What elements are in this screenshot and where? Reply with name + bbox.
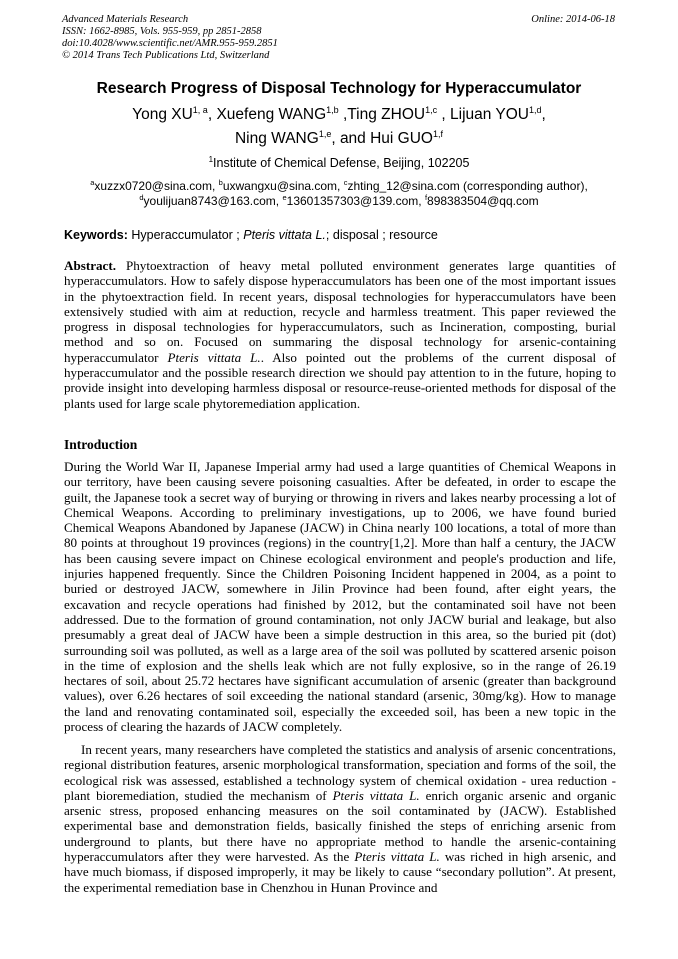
email-f[interactable]: 898383504@qq.com bbox=[427, 194, 539, 208]
email-a[interactable]: xuzzx0720@sina.com, bbox=[94, 179, 219, 193]
abstract-species: Pteris vittata L. bbox=[167, 349, 261, 365]
email-superscript: a bbox=[90, 178, 95, 187]
email-c[interactable]: zhting_12@sina.com (corresponding author), bbox=[347, 179, 588, 193]
keywords-text: ; disposal ; resource bbox=[325, 228, 438, 242]
keywords-label: Keywords: bbox=[64, 228, 128, 242]
author-list bbox=[60, 103, 618, 151]
author-separator: , bbox=[437, 106, 451, 123]
email-superscript: f bbox=[424, 193, 428, 202]
author-superscript: 1, a bbox=[192, 105, 208, 115]
section-heading-introduction: Introduction bbox=[64, 437, 138, 452]
abstract-text: Phytoextraction of heavy metal polluted environment generates large quantities of hyperaccumulators. How to safely dispose hyperaccumulators has been one of the most important issues in the phytoextraction field. In recent years, disposal technologies for hyperaccumulators have been extensively studied with aim at reduction, recycle and harmless treatment. This paper reviewed the progress in disposal technologies for hyperaccumulators, such as Incineration, composting, burial method and so on. Focused on summaring the disposal technology for arsenic-containing hyperaccumulator bbox=[64, 258, 616, 365]
email-d[interactable]: youlijuan8743@163.com, bbox=[143, 194, 283, 208]
author-name: Lijuan YOU bbox=[450, 106, 529, 123]
copyright-line: © 2014 Trans Tech Publications Ltd, Switzerland bbox=[62, 50, 270, 61]
keywords bbox=[64, 228, 616, 242]
email-list bbox=[40, 179, 638, 209]
intro-paragraph-1: During the World War II, Japanese Imperial army had used a large quantities of Chemical Weapons in our territory, have been causing severe poisoning casualties. After be defeated, in order to escape the guilt, the Japanese took a secret way of burying or throwing in rivers and lakes nearby processing a lot of Chemical Weapons. According to preliminary investigations, up to 2006, we have found buried Chemical Weapons Abandoned by Japanese (JACW) in China nearly 100 locations, a total of more than 80 points at throughout 19 provinces (regions) in the country[1,2]. More than half a century, the JACW has been causing severe impact on Chinese ecological environment and people's production and life, injuries happened frequently. Since the Children Poisoning Incident happened in 2004, as a point to buried or destroyed JACW, somewhere in Jilin Province had been found, after eight years, the excavation and recycle operations had finished by 2012, but the contaminated soil have not been addressed. Due to the formation of ground contamination, not only JACW burial and leakage, but also presumably a great deal of JACW have been a simple destruction in this area, so the buried pit (dot) surrounding soil was polluted, as well as a large area of the soil was polluted by scattered arsenic poison in the time of explosion and the shells leak which are not fully explosive, so in the range of 26.19 hectares of soil, about 25.72 hectares have significant accumulation of arsenic (greater than background values), over 6.26 hectares of soil exceeding the national standard (arsenic, 30mg/kg). How to manage the land and renovating contaminated soil, especially the exceeded soil, has been a new topic in the process of clearing the hazards of JACW completely. bbox=[64, 459, 616, 735]
intro-text: enrich organic arsenic and organic arsenic stress, proposed enhancing measures on the soil contaminated by (JACW). Established experimental base and demonstration fields, basically finished the steps of enriching arsenic from underground to plants, but there have no appropriate method to handle the arsenic-containing hyperaccumulators after they were harvested. As the bbox=[64, 787, 616, 865]
email-superscript: b bbox=[218, 178, 223, 187]
intro-text: In recent years, many researchers have completed the statistics and analysis of arsenic concentrations, regional distribution features, arsenic morphological transformation, speciation and forms of the soil, the ecological risk was assessed, established a technology system of chemical oxidation - urea reduction - plant bioremediation, studied the mechanism of bbox=[64, 742, 616, 803]
author-name: Yong XU bbox=[132, 106, 193, 123]
author-name: Ting ZHOU bbox=[347, 106, 426, 123]
author-name: Xuefeng WANG bbox=[216, 106, 327, 123]
email-superscript: e bbox=[282, 193, 287, 202]
abstract-text: . Also pointed out the problems of the current disposal of hyperaccumulator and the possible research direction we should pay attention to in the future, hoping to provide insight into developing harmless disposal or resource-reuse-oriented methods for disposal of the plants used for large scale phytoremediation application. bbox=[64, 349, 617, 411]
author-superscript: 1,c bbox=[425, 105, 438, 115]
author-separator: , and bbox=[331, 130, 371, 147]
publication-meta bbox=[62, 14, 615, 62]
email-superscript: d bbox=[139, 193, 144, 202]
doi-line: doi:10.4028/www.scientific.net/AMR.955-959.2851 bbox=[62, 38, 278, 49]
keywords-text: Hyperaccumulator ; bbox=[127, 228, 244, 242]
author-separator: , bbox=[338, 106, 348, 123]
author-superscript: 1,b bbox=[326, 105, 339, 115]
keywords-species: Pteris vittata L. bbox=[243, 228, 326, 242]
intro-paragraph-2 bbox=[64, 742, 616, 895]
author-superscript: 1,f bbox=[432, 129, 443, 139]
paper-title: Research Progress of Disposal Technology for Hyperaccumulator bbox=[96, 80, 582, 97]
intro-text: was riched in high arsenic, and have much biomass, if disposed improperly, it may be likely to cause “secondary pollution”. At present, the experimental remediation base in Chenzhou in Hunan Province and bbox=[64, 849, 616, 895]
author-separator: , bbox=[207, 106, 217, 123]
email-e[interactable]: 13601357303@139.com, bbox=[286, 194, 425, 208]
author-separator: , bbox=[541, 106, 546, 123]
intro-species: Pteris vittata L. bbox=[332, 787, 420, 803]
abstract bbox=[64, 258, 616, 411]
abstract-label: Abstract. bbox=[64, 258, 116, 273]
email-superscript: c bbox=[343, 178, 348, 187]
author-superscript: 1,e bbox=[318, 129, 332, 139]
author-name: Hui GUO bbox=[370, 130, 433, 147]
affiliation-text: Institute of Chemical Defense, Beijing, 102205 bbox=[213, 156, 470, 170]
journal-name: Advanced Materials Research bbox=[62, 14, 189, 25]
author-name: Ning WANG bbox=[234, 130, 319, 147]
affiliation bbox=[0, 156, 678, 170]
affiliation-superscript: 1 bbox=[208, 155, 214, 164]
author-superscript: 1,d bbox=[529, 105, 542, 115]
email-b[interactable]: uxwangxu@sina.com, bbox=[222, 179, 344, 193]
issn-line: ISSN: 1662-8985, Vols. 955-959, pp 2851-2858 bbox=[62, 26, 262, 37]
intro-species: Pteris vittata L. bbox=[354, 849, 440, 865]
online-date: Online: 2014-06-18 bbox=[531, 14, 615, 25]
